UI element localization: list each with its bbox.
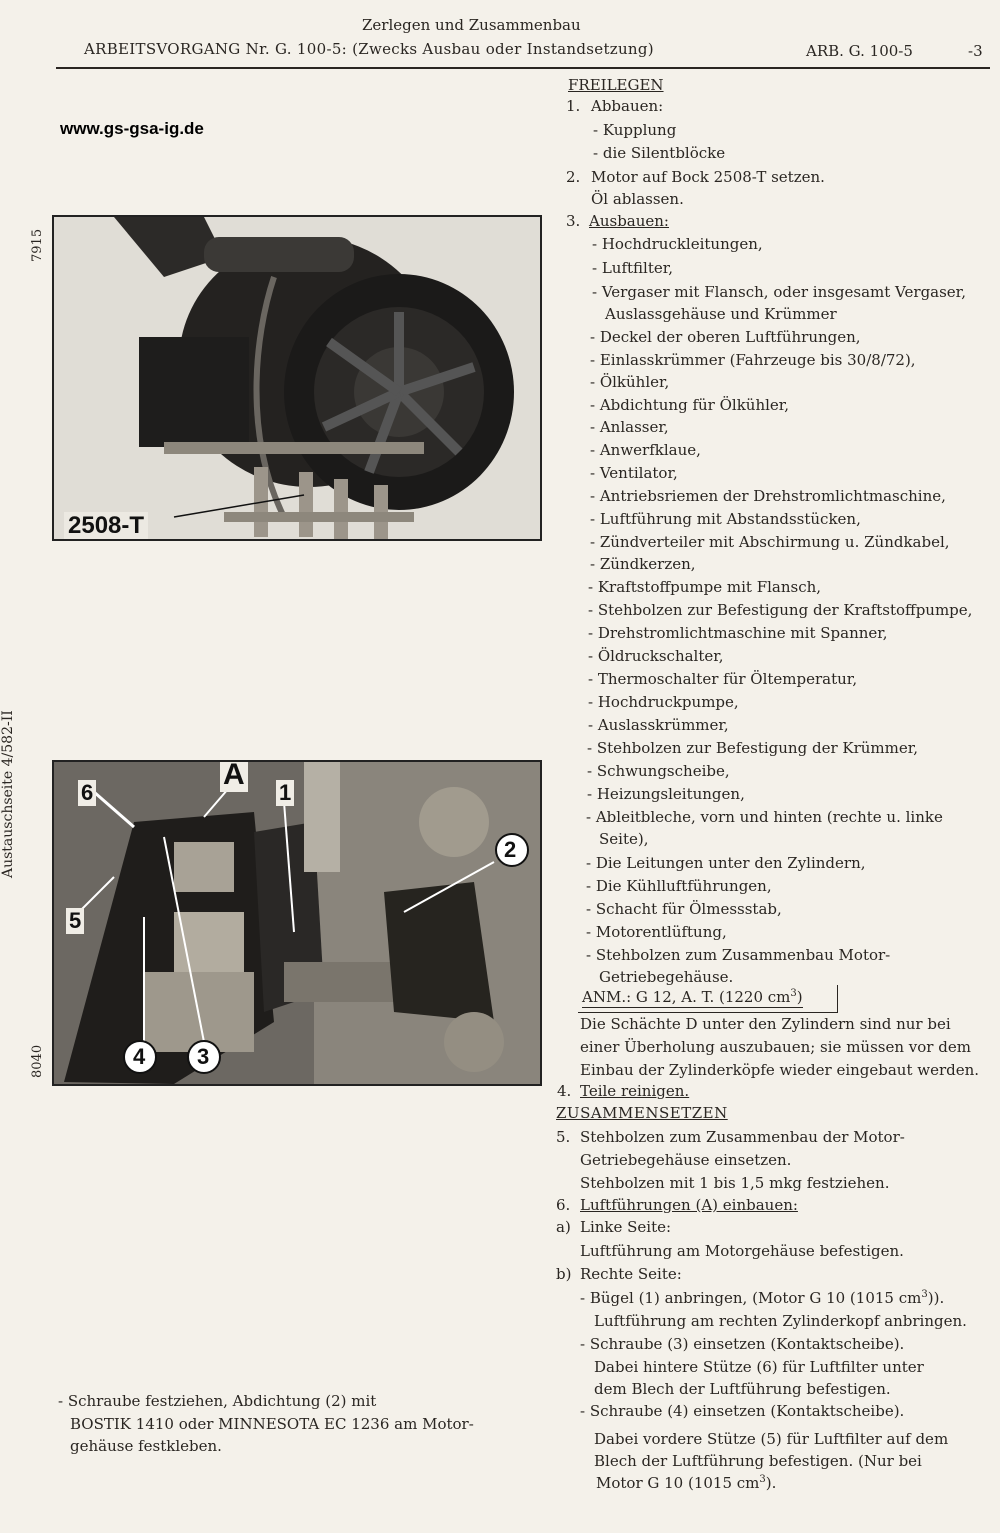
- step-3-number: 3.: [566, 212, 581, 230]
- sub-a-heading: Linke Seite:: [580, 1218, 672, 1236]
- engine-photo-airducts-drawing: [54, 762, 540, 1084]
- remark-rule-right: [837, 985, 838, 1013]
- remark-rule: [578, 1012, 838, 1013]
- sub-a-label: a): [556, 1218, 571, 1236]
- step-3-item: - Einlasskrümmer (Fahrzeuge bis 30/8/72),: [590, 351, 916, 369]
- step-3-item: - Zündverteiler mit Abschirmung u. Zündkabel,: [590, 533, 950, 551]
- step-3-item: - Stehbolzen zur Befestigung der Kraftstoffpumpe,: [588, 601, 973, 619]
- remark-line: Die Schächte D unter den Zylindern sind nur bei: [580, 1015, 951, 1033]
- sub-b-line: [580, 1289, 944, 1307]
- remark-line: Einbau der Zylinderköpfe wieder eingebaut werden.: [580, 1061, 980, 1079]
- callout-4: 4: [133, 1044, 146, 1069]
- tool-label-2508t: 2508-T: [64, 512, 148, 540]
- sub-b-line: - Schraube (3) einsetzen (Kontaktscheibe).: [580, 1335, 905, 1353]
- engine-photo-stand-drawing: [54, 217, 540, 539]
- step-3-item: - Deckel der oberen Luftführungen,: [590, 328, 861, 346]
- step-6-text: Luftführungen (A) einbauen:: [580, 1196, 798, 1214]
- engine-photo-airducts: [52, 760, 542, 1086]
- step-5-number: 5.: [556, 1128, 571, 1146]
- step-5-text-c: Stehbolzen mit 1 bis 1,5 mkg festziehen.: [580, 1174, 890, 1192]
- step-3-item: - Abdichtung für Ölkühler,: [590, 396, 790, 414]
- callout-1: 1: [276, 780, 294, 806]
- step-3-item: - Öldruckschalter,: [588, 647, 724, 665]
- callout-6: 6: [78, 780, 96, 806]
- step-3-text: Ausbauen:: [589, 212, 669, 230]
- engine-photo-stand: [52, 215, 542, 541]
- step-3-item: - Luftfilter,: [592, 259, 674, 277]
- callout-2: 2: [504, 837, 517, 862]
- sub-b-line: Dabei hintere Stütze (6) für Luftfilter unter: [594, 1358, 924, 1376]
- step-3-item: - Ventilator,: [590, 464, 678, 482]
- replacement-page-label: Austauschseite 4/582-II: [0, 710, 16, 878]
- left-note-line: gehäuse festkleben.: [70, 1437, 222, 1455]
- sub-b-line-sup: 3: [759, 1474, 766, 1485]
- step-2-text-b: Öl ablassen.: [591, 190, 684, 208]
- callout-A: A: [220, 760, 248, 792]
- step-3-item: - Luftführung mit Abstandsstücken,: [590, 510, 861, 528]
- step-1-text: Abbauen:: [591, 97, 664, 115]
- step-3-item: - Kraftstoffpumpe mit Flansch,: [588, 578, 822, 596]
- step-3-item: - Zündkerzen,: [590, 555, 696, 573]
- step-1-number: 1.: [566, 97, 581, 115]
- header-ref: ARB. G. 100-5: [806, 42, 913, 60]
- step-2-text: Motor auf Bock 2508-T setzen.: [591, 168, 825, 186]
- figure-number-1: 7915: [30, 228, 45, 262]
- sub-b-line: dem Blech der Luftführung befestigen.: [594, 1380, 891, 1398]
- step-3-item: - Vergaser mit Flansch, oder insgesamt Vergaser,: [592, 283, 966, 301]
- step-3-item: - Thermoschalter für Öltemperatur,: [588, 670, 858, 688]
- left-note-line: BOSTIK 1410 oder MINNESOTA EC 1236 am Motor-: [70, 1415, 474, 1433]
- header-page: -3: [968, 42, 983, 60]
- sub-b-line-sup: 3: [921, 1289, 928, 1300]
- sub-b-line: Luftführung am rechten Zylinderkopf anbringen.: [594, 1312, 967, 1330]
- step-3-item: - Auslasskrümmer,: [588, 716, 729, 734]
- sub-b-line: - Schraube (4) einsetzen (Kontaktscheibe).: [580, 1402, 905, 1420]
- sub-b-line-end: ).: [765, 1474, 777, 1492]
- step-3-item: - Stehbolzen zum Zusammenbau Motor-: [586, 946, 891, 964]
- header-top: Zerlegen und Zusammenbau: [362, 16, 581, 34]
- step-5-text-b: Getriebegehäuse einsetzen.: [580, 1151, 792, 1169]
- remark-anm-text: ANM.: G 12, A. T. (1220 cm: [582, 988, 791, 1006]
- step-3-item: - Hochdruckleitungen,: [592, 235, 763, 253]
- remark-line: einer Überholung auszubauen; sie müssen vor dem: [580, 1038, 971, 1056]
- step-4-text: Teile reinigen.: [580, 1082, 690, 1100]
- left-note-line: - Schraube festziehen, Abdichtung (2) mit: [58, 1392, 377, 1410]
- header-rule: [56, 67, 990, 69]
- sub-b-line-text: - Bügel (1) anbringen, (Motor G 10 (1015 cm: [580, 1289, 922, 1307]
- step-3-item: - Motorentlüftung,: [586, 923, 727, 941]
- freilegen-heading: FREILEGEN: [568, 76, 664, 94]
- step-1-item: - die Silentblöcke: [593, 144, 726, 162]
- step-6-number: 6.: [556, 1196, 571, 1214]
- step-3-item: - Heizungsleitungen,: [587, 785, 745, 803]
- step-3-item: - Anwerfklaue,: [590, 441, 701, 459]
- step-3-item: - Schwungscheibe,: [587, 762, 730, 780]
- sub-b-line: Dabei vordere Stütze (5) für Luftfilter auf dem: [594, 1430, 949, 1448]
- remark-anm-sup: 3: [790, 988, 797, 999]
- step-4-number: 4.: [557, 1082, 572, 1100]
- step-3-item: - Antriebsriemen der Drehstromlichtmaschine,: [590, 487, 946, 505]
- step-3-item: - Anlasser,: [590, 418, 669, 436]
- header-line: ARBEITSVORGANG Nr. G. 100-5: (Zwecks Ausbau oder Instandsetzung): [84, 40, 654, 58]
- sub-b-line-text: Motor G 10 (1015 cm: [596, 1474, 760, 1492]
- zusammensetzen-heading: ZUSAMMENSETZEN: [556, 1104, 728, 1122]
- sub-b-line: Blech der Luftführung befestigen. (Nur bei: [594, 1452, 922, 1470]
- step-5-text: Stehbolzen zum Zusammenbau der Motor-: [580, 1128, 905, 1146]
- step-3-item: - Stehbolzen zur Befestigung der Krümmer,: [587, 739, 919, 757]
- sub-b-line-end: )).: [927, 1289, 945, 1307]
- website-label: www.gs-gsa-ig.de: [60, 119, 204, 138]
- figure-number-2: 8040: [30, 1044, 45, 1078]
- callout-5: 5: [66, 908, 84, 934]
- step-3-item: Getriebegehäuse.: [599, 968, 734, 986]
- step-3-item: - Die Kühlluftführungen,: [586, 877, 772, 895]
- sub-b-line: [596, 1474, 776, 1492]
- step-3-item: - Schacht für Ölmessstab,: [586, 900, 782, 918]
- step-3-item: - Ölkühler,: [590, 373, 670, 391]
- step-3-item: Auslassgehäuse und Krümmer: [605, 305, 837, 323]
- sub-b-heading: Rechte Seite:: [580, 1265, 682, 1283]
- sub-a-text: Luftführung am Motorgehäuse befestigen.: [580, 1242, 904, 1260]
- step-3-item: - Hochdruckpumpe,: [588, 693, 739, 711]
- step-3-item: Seite),: [599, 830, 649, 848]
- step-2-number: 2.: [566, 168, 581, 186]
- step-3-item: - Ableitbleche, vorn und hinten (rechte u. linke: [586, 808, 943, 826]
- step-3-item: - Drehstromlichtmaschine mit Spanner,: [588, 624, 888, 642]
- step-1-item: - Kupplung: [593, 121, 677, 139]
- sub-b-label: b): [556, 1265, 572, 1283]
- callout-3: 3: [197, 1044, 210, 1069]
- step-3-item: - Die Leitungen unter den Zylindern,: [586, 854, 866, 872]
- remark-anm-end: ): [796, 988, 803, 1006]
- remark-anm: [582, 988, 803, 1008]
